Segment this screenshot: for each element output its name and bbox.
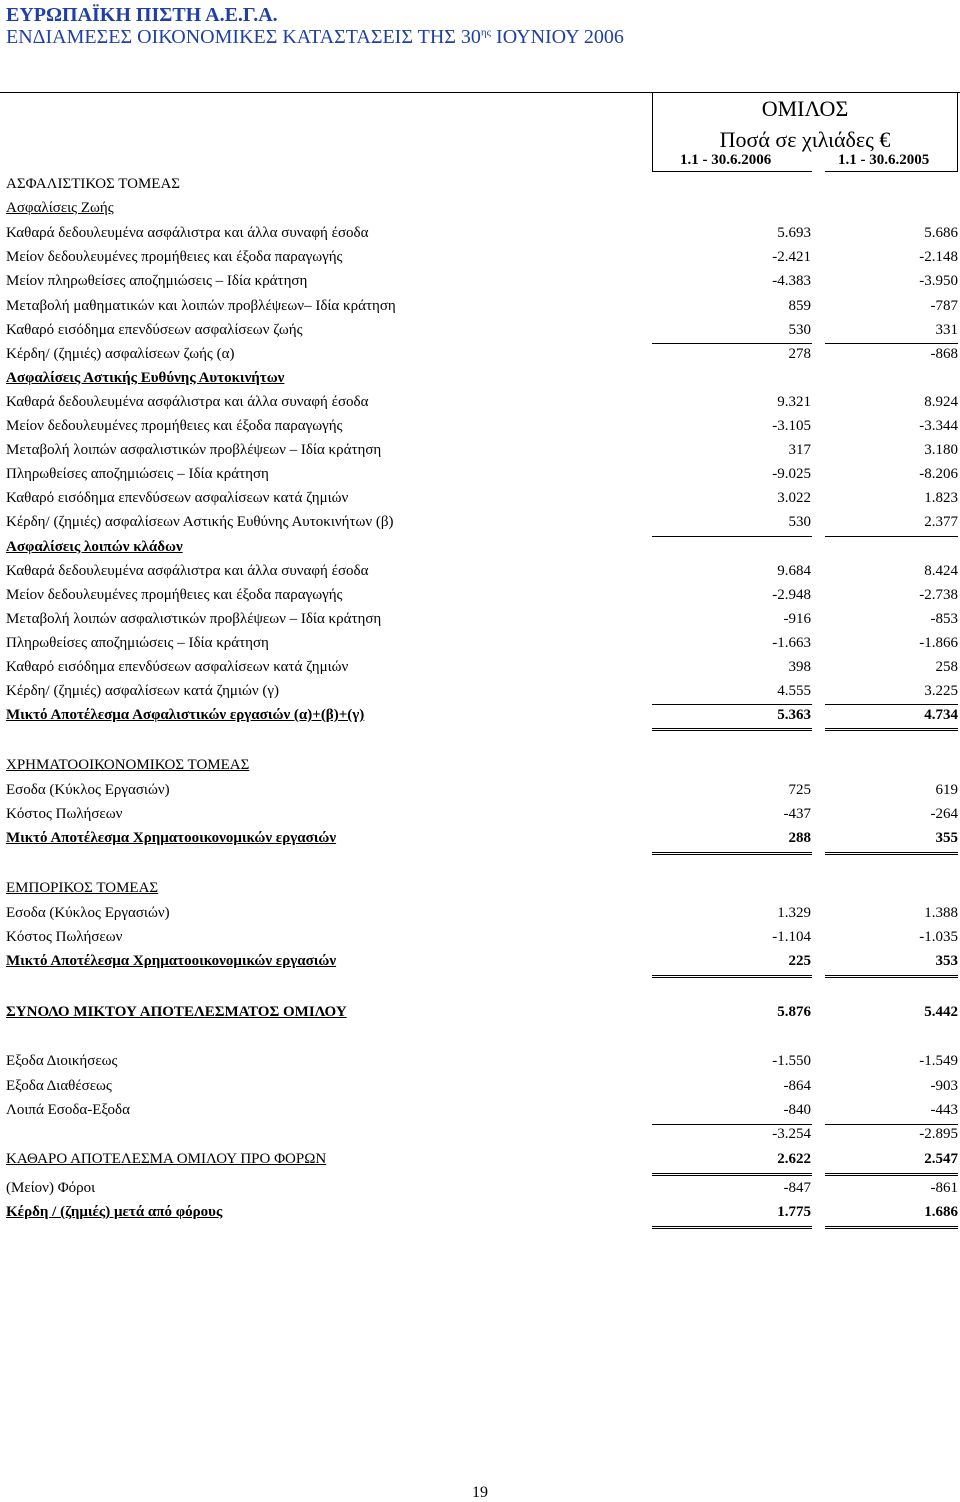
value-2005: -2.148 — [919, 249, 958, 265]
value-2005: 619 — [935, 782, 958, 798]
table-row — [6, 830, 958, 852]
table-row — [6, 1102, 958, 1124]
total-rule — [825, 1124, 958, 1125]
row-label: Κόστος Πωλήσεων — [6, 929, 123, 945]
value-2006: -2.948 — [772, 587, 811, 603]
row-label: Κέρδη/ (ζημιές) ασφαλίσεων κατά ζημιών (γ) — [6, 683, 280, 699]
table-row — [6, 273, 958, 295]
row-label: (Μείον) Φόροι — [6, 1180, 96, 1196]
value-2006: -1.550 — [772, 1053, 811, 1069]
value-2006: -3.105 — [772, 418, 811, 434]
double-total-rule — [652, 1173, 812, 1176]
row-label: Εξοδα Διαθέσεως — [6, 1078, 112, 1094]
unit-heading: Ποσά σε χιλιάδες € — [719, 127, 891, 152]
table-row — [6, 514, 958, 536]
value-2006: 5.363 — [777, 707, 811, 723]
value-2005: -853 — [930, 611, 958, 627]
table-row — [6, 442, 958, 464]
row-label: Κόστος Πωλήσεων — [6, 806, 123, 822]
total-rule — [825, 704, 958, 705]
row-label: Καθαρά δεδουλευμένα ασφάλιστρα και άλλα συναφή έσοδα — [6, 563, 369, 579]
table-row — [6, 394, 958, 416]
double-total-rule — [825, 1173, 958, 1176]
value-2005: -1.549 — [919, 1053, 958, 1069]
row-label: ΑΣΦΑΛΙΣΤΙΚΟΣ ΤΟΜΕΑΣ — [6, 176, 181, 192]
table-row — [6, 905, 958, 927]
row-label: Κέρδη/ (ζημιές) ασφαλίσεων ζωής (α) — [6, 346, 235, 362]
row-label: Μικτό Αποτέλεσμα Χρηματοοικονομικών εργασιών — [6, 953, 337, 969]
table-row — [6, 683, 958, 705]
row-label: Εσοδα (Κύκλος Εργασιών) — [6, 782, 170, 798]
table-row — [6, 370, 958, 392]
value-2006: 225 — [788, 953, 811, 969]
value-2006: 1.329 — [777, 905, 811, 921]
row-label: Καθαρά δεδουλευμένα ασφάλιστρα και άλλα συναφή έσοδα — [6, 394, 369, 410]
value-2006: 859 — [788, 298, 811, 314]
total-rule — [652, 343, 812, 344]
value-2006: -3.254 — [772, 1126, 811, 1142]
row-label: Μείον δεδουλευμένες προμήθειες και έξοδα παραγωγής — [6, 418, 343, 434]
value-2006: 530 — [788, 322, 811, 338]
table-row — [6, 490, 958, 512]
table-row — [6, 929, 958, 951]
value-2005: -787 — [930, 298, 958, 314]
subtitle-main: ΕΝΔΙΑΜΕΣΕΣ ΟΙΚΟΝΟΜΙΚΕΣ ΚΑΤΑΣΤΑΣΕΙΣ ΤΗΣ 30 — [6, 26, 481, 48]
value-2005: 5.686 — [924, 225, 958, 241]
table-row — [6, 707, 958, 729]
row-label: Κέρδη / (ζημιές) μετά από φόρους — [6, 1204, 223, 1220]
value-2005: 5.442 — [924, 1004, 958, 1020]
total-rule — [825, 536, 958, 537]
double-total-rule — [825, 1226, 958, 1229]
table-row — [6, 1078, 958, 1100]
subtitle-end: ΙΟΥΝΙΟΥ 2006 — [491, 26, 624, 48]
table-row — [6, 1053, 958, 1075]
table-row — [6, 466, 958, 488]
value-2005: 2.377 — [924, 514, 958, 530]
value-2005: -2.738 — [919, 587, 958, 603]
row-label: Μικτό Αποτέλεσμα Ασφαλιστικών εργασιών (α)+(β)+(γ) — [6, 707, 365, 723]
value-2006: -916 — [783, 611, 811, 627]
table-row — [6, 200, 958, 222]
row-label: Κέρδη/ (ζημιές) ασφαλίσεων Αστικής Ευθύνης Αυτοκινήτων (β) — [6, 514, 394, 530]
value-2006: 3.022 — [777, 490, 811, 506]
value-2005: -868 — [930, 346, 958, 362]
table-row — [6, 1180, 958, 1202]
value-2005: 2.547 — [924, 1151, 958, 1167]
row-label: ΚΑΘΑΡΟ ΑΠΟΤΕΛΕΣΜΑ ΟΜΙΛΟΥ ΠΡΟ ΦΟΡΩΝ — [6, 1151, 327, 1167]
value-2005: 353 — [935, 953, 958, 969]
value-2006: 288 — [788, 830, 811, 846]
value-2005: -264 — [930, 806, 958, 822]
statement-subtitle — [6, 26, 624, 49]
table-row — [6, 418, 958, 440]
value-2006: 9.321 — [777, 394, 811, 410]
table-row — [6, 539, 958, 561]
period-2005-rule — [825, 171, 958, 172]
double-total-rule — [652, 728, 812, 731]
subtitle-superscript: ης — [480, 26, 492, 39]
value-2005: 4.734 — [924, 707, 958, 723]
row-label: Μεταβολή λοιπών ασφαλιστικών προβλέψεων – Ιδία κράτηση — [6, 442, 382, 458]
value-2005: 331 — [935, 322, 958, 338]
value-2006: -840 — [783, 1102, 811, 1118]
row-label: Μεταβολή μαθηματικών και λοιπών προβλέψεων– Ιδία κράτηση — [6, 298, 396, 314]
table-row — [6, 1126, 958, 1148]
value-2005: 1.388 — [924, 905, 958, 921]
row-label: Λοιπά Εσοδα-Εξοδα — [6, 1102, 130, 1118]
table-row — [6, 611, 958, 633]
table-row — [6, 880, 958, 902]
table-row — [6, 322, 958, 344]
total-rule — [825, 343, 958, 344]
table-row — [6, 176, 958, 198]
value-2006: 5.693 — [777, 225, 811, 241]
row-label: ΧΡΗΜΑΤΟΟΙΚΟΝΟΜΙΚΟΣ ΤΟΜΕΑΣ — [6, 757, 250, 773]
value-2005: -3.344 — [919, 418, 958, 434]
period-2005-heading: 1.1 - 30.6.2005 — [838, 152, 930, 168]
value-2006: 5.876 — [777, 1004, 811, 1020]
value-2005: -3.950 — [919, 273, 958, 289]
table-row — [6, 953, 958, 975]
value-2006: 2.622 — [777, 1151, 811, 1167]
row-label: Μικτό Αποτέλεσμα Χρηματοοικονομικών εργασιών — [6, 830, 337, 846]
double-total-rule — [825, 852, 958, 855]
row-label: Εσοδα (Κύκλος Εργασιών) — [6, 905, 170, 921]
row-label: Εξοδα Διοικήσεως — [6, 1053, 118, 1069]
total-rule — [652, 704, 812, 705]
value-2005: 8.424 — [924, 563, 958, 579]
row-label: Καθαρό εισόδημα επενδύσεων ασφαλίσεων κατά ζημιών — [6, 659, 349, 675]
value-2006: 725 — [788, 782, 811, 798]
value-2005: -8.206 — [919, 466, 958, 482]
value-2006: -847 — [783, 1180, 811, 1196]
row-label: ΣΥΝΟΛΟ ΜΙΚΤΟΥ ΑΠΟΤΕΛΕΣΜΑΤΟΣ ΟΜΙΛΟΥ — [6, 1004, 347, 1020]
value-2005: 1.823 — [924, 490, 958, 506]
value-2006: -9.025 — [772, 466, 811, 482]
value-2005: -1.866 — [919, 635, 958, 651]
table-row — [6, 563, 958, 585]
value-2006: -1.663 — [772, 635, 811, 651]
table-row — [6, 806, 958, 828]
double-total-rule — [652, 852, 812, 855]
row-label: Πληρωθείσες αποζημιώσεις – Ιδία κράτηση — [6, 466, 269, 482]
period-2006-heading: 1.1 - 30.6.2006 — [680, 152, 772, 168]
value-2005: 355 — [935, 830, 958, 846]
table-row — [6, 659, 958, 681]
table-row — [6, 1204, 958, 1226]
double-total-rule — [825, 975, 958, 978]
value-2006: 9.684 — [777, 563, 811, 579]
value-2005: -443 — [930, 1102, 958, 1118]
value-2005: 3.225 — [924, 683, 958, 699]
value-2006: -2.421 — [772, 249, 811, 265]
value-2005: 258 — [935, 659, 958, 675]
value-2006: 398 — [788, 659, 811, 675]
page-number: 19 — [472, 1484, 488, 1501]
row-label: Ασφαλίσεις Ζωής — [6, 200, 114, 216]
row-label: Μεταβολή λοιπών ασφαλιστικών προβλέψεων – Ιδία κράτηση — [6, 611, 382, 627]
value-2005: -903 — [930, 1078, 958, 1094]
double-total-rule — [825, 728, 958, 731]
value-2006: 278 — [788, 346, 811, 362]
value-2006: -864 — [783, 1078, 811, 1094]
row-label: Καθαρό εισόδημα επενδύσεων ασφαλίσεων ζωής — [6, 322, 303, 338]
row-label: Πληρωθείσες αποζημιώσεις – Ιδία κράτηση — [6, 635, 269, 651]
value-2005: 8.924 — [924, 394, 958, 410]
value-2005: 3.180 — [924, 442, 958, 458]
table-row — [6, 298, 958, 320]
value-2006: 4.555 — [777, 683, 811, 699]
row-label: Καθαρό εισόδημα επενδύσεων ασφαλίσεων κατά ζημιών — [6, 490, 349, 506]
row-label: Ασφαλίσεις Αστικής Ευθύνης Αυτοκινήτων — [6, 370, 285, 386]
value-2005: -861 — [930, 1180, 958, 1196]
row-label: Μείον δεδουλευμένες προμήθειες και έξοδα παραγωγής — [6, 249, 343, 265]
value-2005: -1.035 — [919, 929, 958, 945]
row-label: Μείον πληρωθείσες αποζημιώσεις – Ιδία κράτηση — [6, 273, 308, 289]
value-2006: -1.104 — [772, 929, 811, 945]
total-rule — [652, 536, 812, 537]
period-2006-rule — [652, 171, 812, 172]
value-2005: 1.686 — [924, 1204, 958, 1220]
table-row — [6, 346, 958, 368]
value-2006: -437 — [783, 806, 811, 822]
value-2005: -2.895 — [919, 1126, 958, 1142]
total-rule — [652, 1124, 812, 1125]
table-row — [6, 225, 958, 247]
value-2006: 1.775 — [777, 1204, 811, 1220]
value-2006: 530 — [788, 514, 811, 530]
table-row — [6, 249, 958, 271]
value-2006: 317 — [788, 442, 811, 458]
double-total-rule — [652, 975, 812, 978]
row-label: Μείον δεδουλευμένες προμήθειες και έξοδα παραγωγής — [6, 587, 343, 603]
table-row — [6, 1004, 958, 1026]
row-label: ΕΜΠΟΡΙΚΟΣ ΤΟΜΕΑΣ — [6, 880, 159, 896]
table-row — [6, 635, 958, 657]
row-label: Καθαρά δεδουλευμένα ασφάλιστρα και άλλα συναφή έσοδα — [6, 225, 369, 241]
table-row — [6, 757, 958, 779]
row-label: Ασφαλίσεις λοιπών κλάδων — [6, 539, 183, 555]
double-total-rule — [652, 1226, 812, 1229]
table-row — [6, 782, 958, 804]
table-row — [6, 1151, 958, 1173]
company-title: ΕΥΡΩΠΑΪΚΗ ΠΙΣΤΗ Α.Ε.Γ.Α. — [6, 4, 278, 26]
group-heading: ΟΜΙΛΟΣ — [761, 96, 849, 121]
value-2006: -4.383 — [772, 273, 811, 289]
table-row — [6, 587, 958, 609]
